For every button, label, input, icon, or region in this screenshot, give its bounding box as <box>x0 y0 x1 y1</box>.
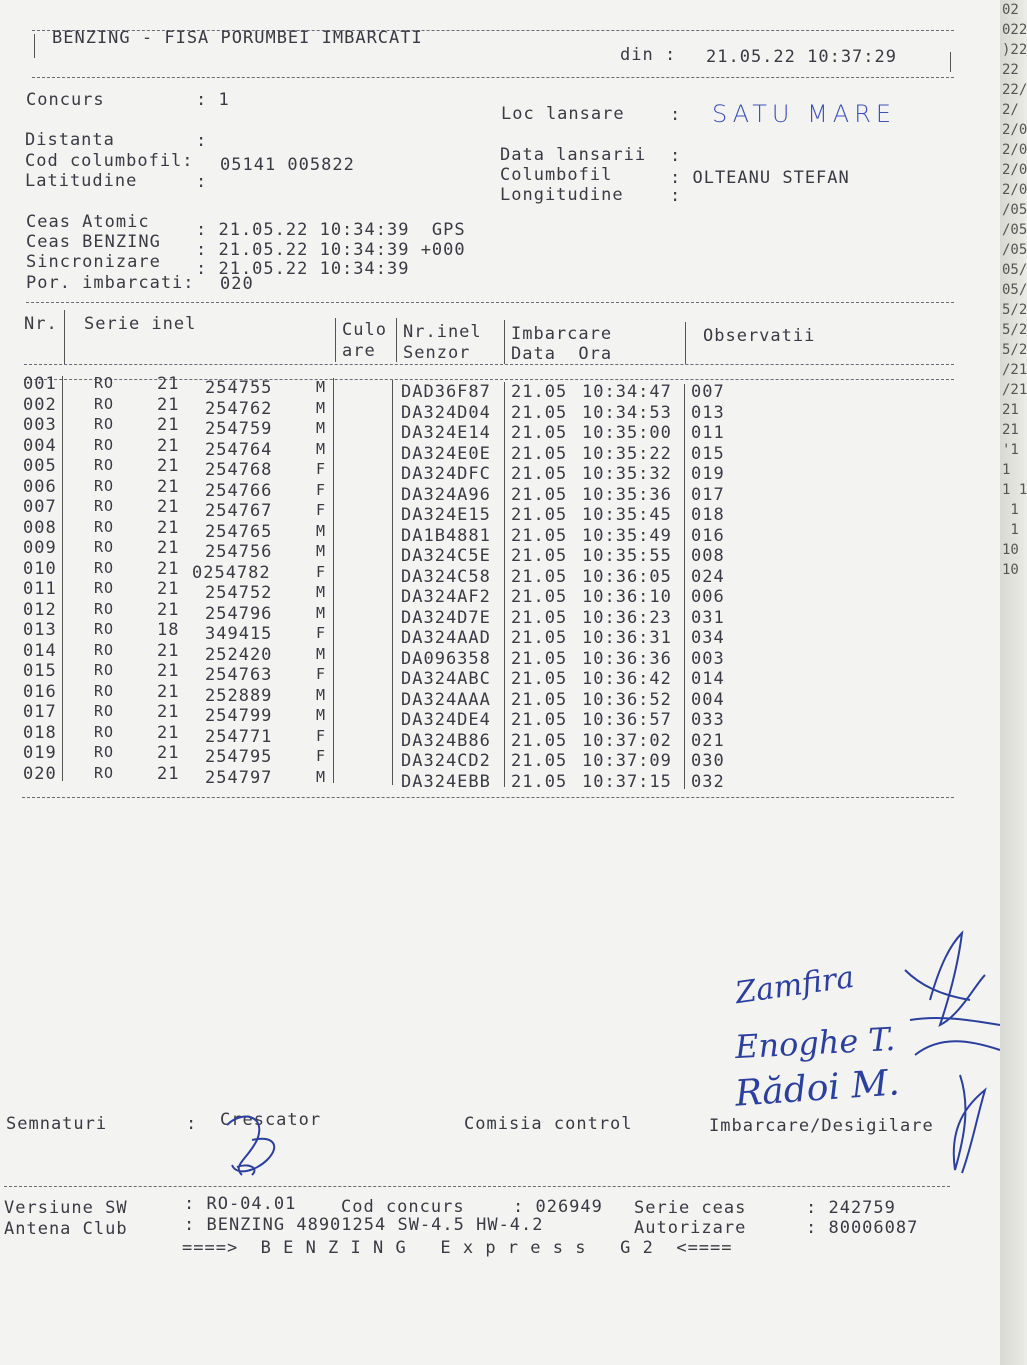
row-ring-number: 254796 <box>205 603 273 624</box>
row-nr: 016 <box>23 681 57 702</box>
row-nr: 020 <box>23 763 57 784</box>
row-observations: 024 <box>691 566 725 587</box>
row-observations: 003 <box>691 648 725 669</box>
row-time: 10:36:23 <box>582 607 672 628</box>
row-sensor-id: DA324D04 <box>401 402 491 423</box>
row-time: 10:36:42 <box>582 669 672 689</box>
row-nr: 011 <box>23 579 57 599</box>
row-sensor-id: DA324AF2 <box>401 587 491 607</box>
signature-scribbles <box>700 925 1000 1185</box>
header-sep-imbarcare <box>685 322 686 364</box>
ceas-atomic-label: Ceas Atomic <box>26 212 150 232</box>
row-year: 21 <box>157 640 180 661</box>
row-nr: 012 <box>23 599 57 620</box>
adjacent-page-text: 02 022 )22 22 22/ 2/ 2/0 2/0 2/0 2/0 /05 /05 /05 05/ 05/ 5/2 5/2 5/2 /21 /21 21 21 '1 1 1 1 1 1 10 10 <box>1002 2 1027 578</box>
row-observations: 021 <box>691 730 725 751</box>
row-country: RO <box>94 743 115 761</box>
row-ring-number: 254755 <box>205 378 273 398</box>
row-sex: F <box>316 460 327 478</box>
row-time: 10:35:22 <box>582 443 672 464</box>
row-sensor-id: DA096358 <box>401 648 491 669</box>
table-row <box>0 681 960 710</box>
handwritten-signature-1: Zamfira <box>733 959 857 1012</box>
row-sensor-id: DA324A96 <box>401 484 491 505</box>
header-sep-serie <box>335 318 336 362</box>
row-sex: M <box>316 378 327 396</box>
row-ring-number: 254765 <box>205 521 273 542</box>
row-year: 21 <box>157 374 180 394</box>
header-left-bar <box>34 34 35 58</box>
table-row <box>0 456 960 484</box>
table-row <box>0 763 960 792</box>
row-nr: 006 <box>23 476 57 497</box>
loc-lansare-colon: : <box>670 105 682 125</box>
row-year: 21 <box>157 538 180 558</box>
cod-concurs-label: Cod concurs <box>341 1197 465 1217</box>
row-country: RO <box>94 415 115 433</box>
row-sensor-id: DA324EBB <box>401 771 491 792</box>
row-country: RO <box>94 640 115 659</box>
por-imbarcati-value: 020 <box>220 274 254 294</box>
col-header-nr: Nr. <box>24 314 58 334</box>
longitudine-label: Longitudine <box>500 185 624 205</box>
row-time: 10:35:49 <box>582 525 672 546</box>
row-sex: F <box>316 747 327 765</box>
row-year: 21 <box>157 558 180 579</box>
header-sep-culoare <box>396 318 397 362</box>
row-year: 21 <box>157 702 180 722</box>
row-date: 21.05 <box>511 607 568 628</box>
row-sensor-id: DA324E0E <box>401 443 491 464</box>
row-nr: 009 <box>23 538 57 558</box>
table-row <box>0 620 960 648</box>
row-sensor-id: DA324E15 <box>401 505 491 525</box>
data-lansarii-colon: : <box>670 146 682 166</box>
handwritten-signature-3: Rădoi M. <box>733 1062 901 1115</box>
table-header-bottom-border <box>24 364 954 365</box>
ceas-benzing-value: : 21.05.22 10:34:39 +000 <box>196 240 466 260</box>
table-row <box>0 599 960 628</box>
columbofil-value: : OLTEANU STEFAN <box>670 168 850 188</box>
row-ring-number: 254762 <box>205 398 273 419</box>
row-ring-number: 254759 <box>205 419 273 439</box>
row-date: 21.05 <box>511 710 568 730</box>
row-observations: 033 <box>691 710 725 730</box>
row-year: 21 <box>157 394 180 415</box>
row-date: 21.05 <box>511 484 568 505</box>
table-row <box>0 579 960 607</box>
row-observations: 031 <box>691 607 725 628</box>
row-time: 10:36:36 <box>582 648 672 669</box>
antena-club-label: Antena Club <box>4 1219 128 1239</box>
row-country: RO <box>94 497 115 515</box>
header-sep-senzor <box>504 320 505 364</box>
row-observations: 018 <box>691 505 725 525</box>
row-date: 21.05 <box>511 525 568 546</box>
antena-club-value: : BENZING 48901254 SW-4.5 HW-4.2 <box>184 1215 544 1235</box>
row-sex: M <box>316 685 327 704</box>
row-ring-number: 254768 <box>205 460 273 480</box>
row-time: 10:36:57 <box>582 710 672 730</box>
row-date: 21.05 <box>511 566 568 587</box>
header-sep-nr <box>64 310 65 364</box>
row-observations: 019 <box>691 464 725 484</box>
row-sensor-id: DA324E14 <box>401 423 491 443</box>
row-country: RO <box>94 599 115 618</box>
row-nr: 001 <box>23 374 57 394</box>
row-country: RO <box>94 476 115 495</box>
table-row <box>0 538 960 566</box>
row-nr: 018 <box>23 722 57 743</box>
row-nr: 007 <box>23 497 57 517</box>
row-nr: 008 <box>23 517 57 538</box>
row-ring-number: 254771 <box>205 726 273 747</box>
col-header-imbarcare: Imbarcare <box>511 324 613 344</box>
row-country: RO <box>94 681 115 700</box>
row-time: 10:35:00 <box>582 423 672 443</box>
row-sensor-id: DA324DE4 <box>401 710 491 730</box>
row-sex: F <box>316 624 327 642</box>
row-date: 21.05 <box>511 751 568 771</box>
row-date: 21.05 <box>511 546 568 566</box>
row-nr: 017 <box>23 702 57 722</box>
row-date: 21.05 <box>511 443 568 464</box>
row-nr: 010 <box>23 558 57 579</box>
por-imbarcati-label: Por. imbarcati: <box>26 273 195 293</box>
row-year: 21 <box>157 579 180 599</box>
row-country: RO <box>94 579 115 597</box>
row-year: 21 <box>157 456 180 476</box>
row-country: RO <box>94 435 115 454</box>
row-date: 21.05 <box>511 771 568 792</box>
row-nr: 004 <box>23 435 57 456</box>
row-observations: 008 <box>691 546 725 566</box>
row-sensor-id: DA324CD2 <box>401 751 491 771</box>
distanta-value: : <box>196 131 208 151</box>
table-row <box>0 497 960 525</box>
row-ring-number: 254763 <box>205 665 273 685</box>
row-time: 10:36:05 <box>582 566 672 587</box>
row-nr: 014 <box>23 640 57 661</box>
crescator-label: Crescator <box>220 1110 322 1130</box>
sincronizare-value: : 21.05.22 10:34:39 <box>196 259 410 279</box>
table-row <box>0 743 960 771</box>
benzing-express-brand-line: ====> B E N Z I N G E x p r e s s G 2 <==== <box>182 1238 733 1258</box>
row-sex: F <box>316 665 327 683</box>
row-observations: 032 <box>691 771 725 792</box>
row-country: RO <box>94 702 115 720</box>
latitudine-value: : <box>196 172 208 192</box>
table-row <box>0 476 960 505</box>
versiune-sw-value: : RO-04.01 <box>184 1194 297 1214</box>
row-nr: 003 <box>23 415 57 435</box>
columbofil-label: Columbofil <box>500 165 613 185</box>
row-sex: M <box>316 767 327 786</box>
row-ring-number: 254799 <box>205 706 273 726</box>
row-observations: 004 <box>691 689 725 710</box>
row-time: 10:37:09 <box>582 751 672 771</box>
adjacent-page-edge <box>1000 0 1027 1365</box>
imbarcare-desigilare-label: Imbarcare/Desigilare <box>709 1116 934 1136</box>
row-year: 21 <box>157 763 180 784</box>
row-ring-number: 254764 <box>205 439 273 460</box>
table-top-border <box>26 302 954 303</box>
semnaturi-label: Semnaturi <box>6 1114 108 1134</box>
row-date: 21.05 <box>511 402 568 423</box>
versiune-sw-label: Versiune SW <box>4 1198 128 1218</box>
concurs-value: : 1 <box>196 90 230 110</box>
table-row <box>0 374 960 402</box>
row-country: RO <box>94 620 115 638</box>
row-time: 10:35:32 <box>582 464 672 484</box>
sincronizare-label: Sincronizare <box>26 252 161 272</box>
row-year: 21 <box>157 681 180 702</box>
serie-ceas-label: Serie ceas <box>634 1198 747 1218</box>
row-sex: F <box>316 726 327 745</box>
row-sex: M <box>316 603 327 622</box>
row-country: RO <box>94 763 115 782</box>
col-header-senzor: Senzor <box>403 343 471 363</box>
row-date: 21.05 <box>511 382 568 402</box>
row-time: 10:36:52 <box>582 689 672 710</box>
row-sex: M <box>316 706 327 724</box>
header-bottom-border <box>32 77 954 78</box>
table-row <box>0 702 960 730</box>
table-row <box>0 640 960 669</box>
row-observations: 034 <box>691 628 725 648</box>
table-row <box>0 722 960 751</box>
row-date: 21.05 <box>511 730 568 751</box>
row-observations: 030 <box>691 751 725 771</box>
latitudine-label: Latitudine <box>25 171 138 191</box>
row-sex: F <box>316 480 327 499</box>
row-nr: 015 <box>23 661 57 681</box>
row-ring-number: 0254782 <box>192 562 271 583</box>
row-date: 21.05 <box>511 628 568 648</box>
autorizare-label: Autorizare <box>634 1218 747 1238</box>
cod-concurs-value: : 026949 <box>513 1197 603 1217</box>
loc-lansare-label: Loc lansare <box>501 104 625 124</box>
row-time: 10:35:55 <box>582 546 672 566</box>
row-year: 21 <box>157 435 180 456</box>
row-country: RO <box>94 661 115 679</box>
row-time: 10:35:45 <box>582 505 672 525</box>
row-time: 10:37:02 <box>582 730 672 751</box>
row-sensor-id: DA1B4881 <box>401 525 491 546</box>
row-date: 21.05 <box>511 689 568 710</box>
row-sex: M <box>316 398 327 417</box>
col-header-serie-inel: Serie inel <box>84 314 197 334</box>
row-ring-number: 254767 <box>205 501 273 521</box>
row-ring-number: 254795 <box>205 747 273 767</box>
row-year: 21 <box>157 497 180 517</box>
col-header-culoare-2: are <box>342 341 376 361</box>
row-country: RO <box>94 722 115 741</box>
autorizare-value: : 80006087 <box>806 1218 919 1238</box>
row-ring-number: 349415 <box>205 624 273 644</box>
crescator-signature-scribble <box>212 1105 302 1185</box>
row-sex: M <box>316 521 327 540</box>
row-sensor-id: DA324DFC <box>401 464 491 484</box>
row-ring-number: 254756 <box>205 542 273 562</box>
row-nr: 013 <box>23 620 57 640</box>
row-observations: 015 <box>691 443 725 464</box>
row-sex: F <box>316 562 327 581</box>
din-value: 21.05.22 10:37:29 <box>706 47 897 67</box>
row-observations: 016 <box>691 525 725 546</box>
handwritten-signature-2: Enoghe T. <box>734 1019 897 1067</box>
footer-top-border <box>4 1186 950 1187</box>
row-ring-number: 252420 <box>205 644 273 665</box>
cod-columbofil-value: 05141 005822 <box>220 155 355 175</box>
row-time: 10:34:53 <box>582 402 672 423</box>
table-row <box>0 394 960 423</box>
row-nr: 002 <box>23 394 57 415</box>
row-time: 10:37:15 <box>582 771 672 792</box>
table-bottom-border <box>22 797 954 798</box>
row-sex: M <box>316 419 327 437</box>
ceas-benzing-label: Ceas BENZING <box>26 232 161 252</box>
row-date: 21.05 <box>511 648 568 669</box>
row-sensor-id: DA324AAA <box>401 689 491 710</box>
row-observations: 006 <box>691 587 725 607</box>
row-time: 10:34:47 <box>582 382 672 402</box>
row-year: 21 <box>157 722 180 743</box>
row-country: RO <box>94 558 115 577</box>
table-row <box>0 517 960 546</box>
row-sensor-id: DAD36F87 <box>401 382 491 402</box>
ceas-atomic-value: : 21.05.22 10:34:39 GPS <box>196 220 466 240</box>
row-ring-number: 254752 <box>205 583 273 603</box>
row-observations: 013 <box>691 402 725 423</box>
cod-columbofil-label: Cod columbofil: <box>25 151 194 171</box>
loc-lansare-handwritten: SATU MARE <box>712 100 897 128</box>
row-year: 21 <box>157 517 180 538</box>
row-year: 21 <box>157 415 180 435</box>
row-observations: 017 <box>691 484 725 505</box>
data-lansarii-label: Data lansarii <box>500 145 647 165</box>
semnaturi-colon: : <box>186 1114 198 1134</box>
row-sensor-id: DA324ABC <box>401 669 491 689</box>
row-sensor-id: DA324C5E <box>401 546 491 566</box>
row-year: 21 <box>157 743 180 763</box>
row-observations: 007 <box>691 382 725 402</box>
row-date: 21.05 <box>511 587 568 607</box>
col-header-observatii: Observatii <box>703 326 816 346</box>
row-country: RO <box>94 538 115 556</box>
row-time: 10:35:36 <box>582 484 672 505</box>
table-row <box>0 661 960 689</box>
row-country: RO <box>94 394 115 413</box>
row-country: RO <box>94 374 115 392</box>
row-observations: 014 <box>691 669 725 689</box>
col-header-culoare-1: Culo <box>342 320 387 340</box>
row-ring-number: 254766 <box>205 480 273 501</box>
din-label: din : <box>620 45 677 65</box>
row-year: 18 <box>157 620 180 640</box>
col-header-nr-inel: Nr.inel <box>403 322 482 342</box>
longitudine-colon: : <box>670 186 682 206</box>
col-header-data-ora: Data Ora <box>511 344 613 364</box>
table-row <box>0 435 960 464</box>
table-row <box>0 558 960 587</box>
distanta-label: Distanta <box>25 130 115 150</box>
row-date: 21.05 <box>511 464 568 484</box>
row-sex: M <box>316 542 327 560</box>
comisia-control-label: Comisia control <box>464 1114 633 1134</box>
row-ring-number: 254797 <box>205 767 273 788</box>
report-title: BENZING - FISA PORUMBEI IMBARCATI <box>52 28 423 48</box>
row-sex: M <box>316 583 327 601</box>
header-right-bar <box>950 52 951 72</box>
table-row <box>0 415 960 443</box>
row-time: 10:36:10 <box>582 587 672 607</box>
row-year: 21 <box>157 661 180 681</box>
row-observations: 011 <box>691 423 725 443</box>
row-sensor-id: DA324AAD <box>401 628 491 648</box>
serie-ceas-value: : 242759 <box>806 1198 896 1218</box>
concurs-label: Concurs <box>26 90 105 110</box>
row-sex: M <box>316 644 327 663</box>
row-year: 21 <box>157 599 180 620</box>
row-date: 21.05 <box>511 669 568 689</box>
row-country: RO <box>94 517 115 536</box>
row-country: RO <box>94 456 115 474</box>
row-ring-number: 252889 <box>205 685 273 706</box>
row-time: 10:36:31 <box>582 628 672 648</box>
row-nr: 005 <box>23 456 57 476</box>
row-sensor-id: DA324B86 <box>401 730 491 751</box>
row-sensor-id: DA324D7E <box>401 607 491 628</box>
row-nr: 019 <box>23 743 57 763</box>
row-date: 21.05 <box>511 423 568 443</box>
row-year: 21 <box>157 476 180 497</box>
row-sex: F <box>316 501 327 519</box>
row-sensor-id: DA324C58 <box>401 566 491 587</box>
row-date: 21.05 <box>511 505 568 525</box>
row-sex: M <box>316 439 327 458</box>
